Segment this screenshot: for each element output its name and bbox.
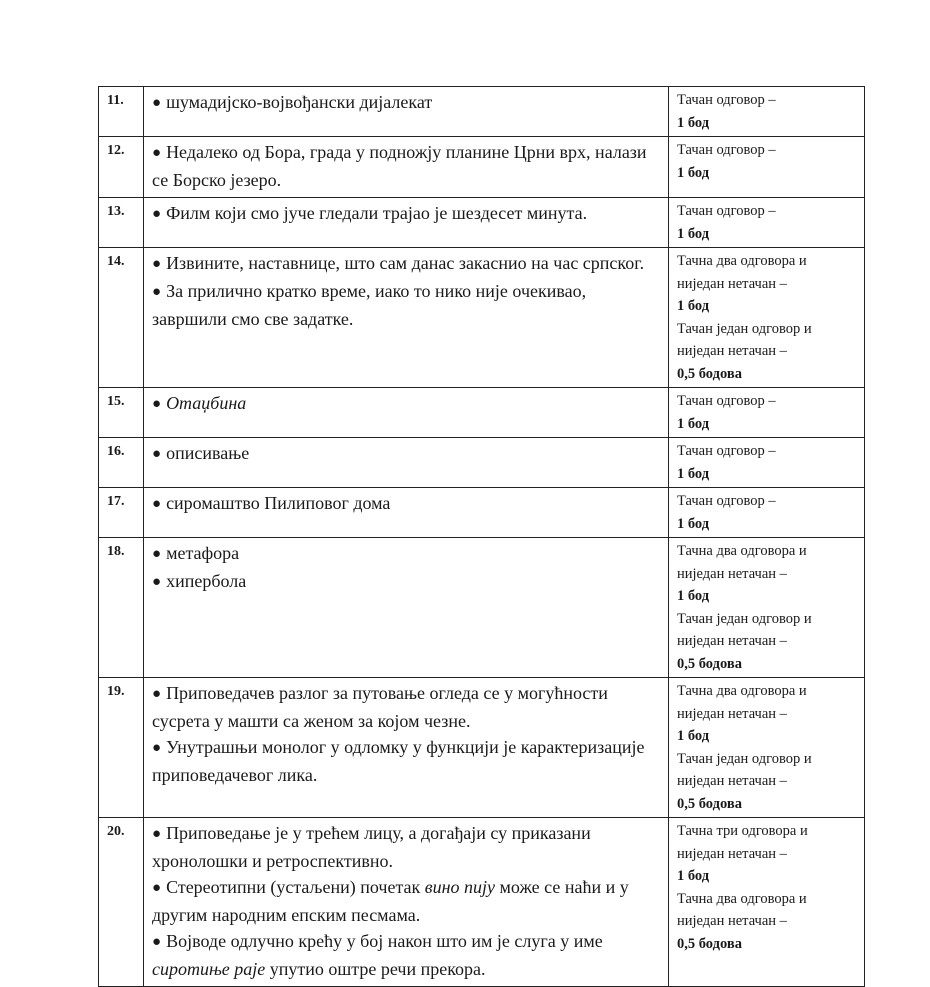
table-row bbox=[99, 678, 865, 818]
answer-item bbox=[152, 928, 662, 982]
table-row bbox=[99, 87, 865, 137]
scoring-criterion: Тачан одговор – bbox=[677, 92, 776, 108]
points-value: 1 бод bbox=[677, 588, 710, 604]
scoring-cell bbox=[669, 198, 865, 248]
question-number: 11. bbox=[99, 87, 144, 137]
question-number: 16. bbox=[99, 438, 144, 488]
scoring-criterion: Тачна три одговора и bbox=[677, 823, 808, 839]
table-row bbox=[99, 198, 865, 248]
scoring-criterion: Тачна два одговора и bbox=[677, 890, 807, 907]
scoring-criterion: ниједан нетачан – bbox=[677, 705, 787, 722]
points-value: 1 бод bbox=[677, 164, 710, 181]
scoring-criterion: Тачан одговор – bbox=[677, 393, 776, 409]
answer-cell bbox=[144, 538, 669, 678]
answer-text: сиромаштво Пилиповог дома bbox=[166, 493, 391, 513]
answer-cell bbox=[144, 818, 669, 987]
points-value: 1 бод bbox=[677, 114, 710, 131]
scoring-criterion: Тачан један одговор и bbox=[677, 320, 812, 337]
scoring-criterion: Тачан одговор – bbox=[677, 142, 776, 158]
table-row bbox=[99, 248, 865, 388]
answer-text: хипербола bbox=[166, 571, 247, 591]
answer-item bbox=[152, 278, 662, 332]
points-value: 1 бод bbox=[677, 225, 710, 242]
answer-cell bbox=[144, 678, 669, 818]
answer-text: За прилично кратко време, иако то нико није очекивао, завршили смо све задатке. bbox=[152, 281, 587, 329]
answer-item bbox=[152, 680, 662, 734]
table-row bbox=[99, 538, 865, 678]
answer-cell bbox=[144, 488, 669, 538]
scoring-cell bbox=[669, 87, 865, 137]
points-value: 0,5 бодова bbox=[677, 655, 742, 672]
question-number: 18. bbox=[99, 538, 144, 678]
scoring-cell bbox=[669, 538, 865, 678]
scoring-cell bbox=[669, 678, 865, 818]
table-row bbox=[99, 488, 865, 538]
question-number: 19. bbox=[99, 678, 144, 818]
answer-key-table bbox=[98, 86, 865, 987]
question-number: 13. bbox=[99, 198, 144, 248]
answer-text: Отаџбина bbox=[166, 393, 247, 413]
answer-text: описивање bbox=[166, 443, 250, 463]
scoring-cell bbox=[669, 137, 865, 198]
answer-item bbox=[152, 734, 662, 788]
scoring-cell bbox=[669, 248, 865, 388]
answer-text: Војводе одлучно крећу у бој након што им је слуга у име bbox=[166, 931, 603, 951]
scoring-criterion: Тачна два одговора и bbox=[677, 683, 807, 699]
scoring-criterion: ниједан нетачан – bbox=[677, 565, 787, 582]
scoring-criterion: ниједан нетачан – bbox=[677, 633, 787, 649]
answer-cell bbox=[144, 438, 669, 488]
question-number: 20. bbox=[99, 818, 144, 987]
answer-item bbox=[152, 139, 662, 193]
question-number: 15. bbox=[99, 388, 144, 438]
question-number: 14. bbox=[99, 248, 144, 388]
answer-key-body bbox=[99, 87, 865, 987]
scoring-criterion: ниједан нетачан – bbox=[677, 913, 787, 929]
answer-item bbox=[152, 874, 662, 928]
scoring-criterion: Тачан један одговор и bbox=[677, 610, 812, 627]
answer-text: Филм који смо јуче гледали трајао је шездесет минута. bbox=[166, 203, 588, 223]
scoring-cell bbox=[669, 388, 865, 438]
question-number: 17. bbox=[99, 488, 144, 538]
table-row bbox=[99, 388, 865, 438]
answer-text: сиротиње раје bbox=[152, 959, 266, 979]
scoring-criterion: Тачна два одговора и bbox=[677, 543, 807, 559]
scoring-criterion: ниједан нетачан – bbox=[677, 275, 787, 292]
answer-text: Приповедање је у трећем лицу, а догађаји су приказани хронолошки и ретроспективно. bbox=[152, 823, 591, 871]
answer-item bbox=[152, 89, 662, 117]
answer-item bbox=[152, 490, 662, 518]
answer-cell bbox=[144, 248, 669, 388]
points-value: 0,5 бодова bbox=[677, 795, 742, 812]
scoring-cell bbox=[669, 818, 865, 987]
scoring-criterion: ниједан нетачан – bbox=[677, 773, 787, 789]
scoring-criterion: Тачна два одговора и bbox=[677, 253, 807, 269]
scoring-criterion: ниједан нетачан – bbox=[677, 343, 787, 359]
answer-item bbox=[152, 820, 662, 874]
scoring-cell bbox=[669, 488, 865, 538]
answer-text: Унутрашњи монолог у одломку у функцији је карактеризације приповедачевог лика. bbox=[152, 737, 645, 785]
points-value: 1 бод bbox=[677, 868, 710, 884]
answer-item bbox=[152, 568, 662, 596]
points-value: 1 бод bbox=[677, 728, 710, 744]
scoring-cell bbox=[669, 438, 865, 488]
scoring-criterion: Тачан одговор – bbox=[677, 443, 776, 459]
answer-text: метафора bbox=[166, 543, 240, 563]
points-value: 0,5 бодова bbox=[677, 365, 742, 382]
answer-text: Стереотипни (устаљени) почетак bbox=[166, 877, 425, 897]
answer-text: упутио оштре речи прекора. bbox=[265, 959, 486, 979]
question-number: 12. bbox=[99, 137, 144, 198]
answer-text: Недалеко од Бора, града у подножју планине Црни врх, налази се Борско језеро. bbox=[152, 142, 647, 190]
points-value: 1 бод bbox=[677, 415, 710, 432]
answer-cell bbox=[144, 87, 669, 137]
points-value: 1 бод bbox=[677, 298, 710, 314]
answer-item bbox=[152, 200, 662, 228]
points-value: 0,5 бодова bbox=[677, 935, 742, 952]
answer-cell bbox=[144, 137, 669, 198]
answer-item bbox=[152, 390, 662, 418]
answer-cell bbox=[144, 388, 669, 438]
table-row bbox=[99, 438, 865, 488]
scoring-criterion: Тачан један одговор и bbox=[677, 750, 812, 767]
answer-text: Извините, наставнице, што сам данас закаснио на час српског. bbox=[166, 253, 645, 273]
scoring-criterion: ниједан нетачан – bbox=[677, 845, 787, 862]
scoring-criterion: Тачан одговор – bbox=[677, 493, 776, 509]
answer-text: може се наћи и у другим народним епским песмама. bbox=[152, 877, 629, 925]
table-row bbox=[99, 818, 865, 987]
table-row bbox=[99, 137, 865, 198]
answer-text: Приповедачев разлог за путовање огледа се у могућности сусрета у машти са женом за којом чезне. bbox=[152, 683, 608, 731]
answer-item bbox=[152, 250, 662, 278]
answer-text: шумадијско-војвођански дијалекат bbox=[166, 92, 433, 112]
answer-text: вино пију bbox=[424, 877, 495, 897]
points-value: 1 бод bbox=[677, 465, 710, 482]
answer-item bbox=[152, 540, 662, 568]
answer-cell bbox=[144, 198, 669, 248]
points-value: 1 бод bbox=[677, 515, 710, 532]
scoring-criterion: Тачан одговор – bbox=[677, 203, 776, 219]
answer-item bbox=[152, 440, 662, 468]
